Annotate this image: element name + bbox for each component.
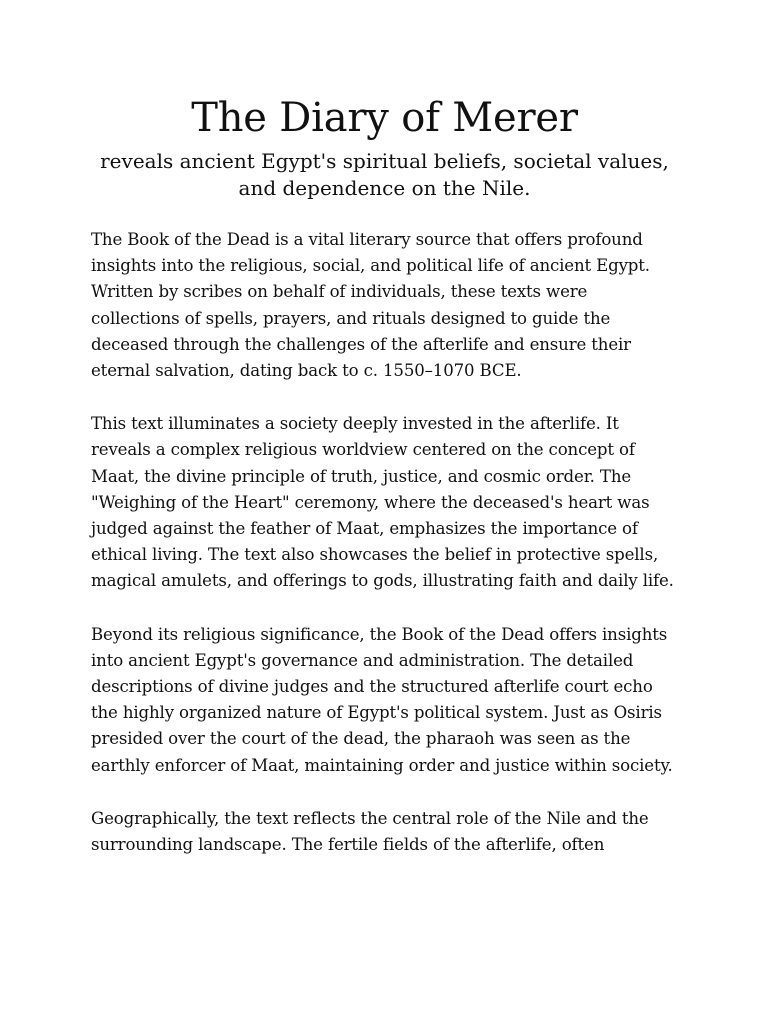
paragraph-book-of-the-dead: The Book of the Dead is a vital literary source that offers profound insights into the religious, social, and political life of ancient Egypt. Written by scribes on behalf of individuals, these texts were collections of spells, prayers, and rituals designed to guide the deceased through the challenges of the afterlife and ensure their eternal salvation, dating back to c. 1550–1070 BCE. — [91, 230, 650, 381]
paragraph-governance: Beyond its religious significance, the Book of the Dead offers insights into ancient Egypt's governance and administration. The detailed descriptions of divine judges and the structured afterlife court echo the highly organized nature of Egypt's political system. Just as Osiris presided over the court of the dead, the pharaoh was seen as the earthly enforcer of Maat, maintaining order and justice within society. — [91, 624, 673, 775]
paragraph-afterlife: This text illuminates a society deeply invested in the afterlife. It reveals a complex religious worldview centered on the concept of Maat, the divine principle of truth, justice, and cosmic order. The "Weighing of the Heart" ceremony, where the deceased's heart was judged against the feather of Maat, emphasizes the importance of ethical living. The text also showcases the belief in protective spells, magical amulets, and offerings to gods, illustrating faith and daily life. — [91, 414, 674, 591]
paragraph-geography: Geographically, the text reflects the central role of the Nile and the surrounding landscape. The fertile fields of the afterlife, often — [91, 808, 649, 855]
document-subtitle: reveals ancient Egypt's spiritual beliefs, societal values, and dependence on the Nile. — [100, 149, 669, 200]
document-title: The Diary of Merer — [191, 95, 578, 141]
